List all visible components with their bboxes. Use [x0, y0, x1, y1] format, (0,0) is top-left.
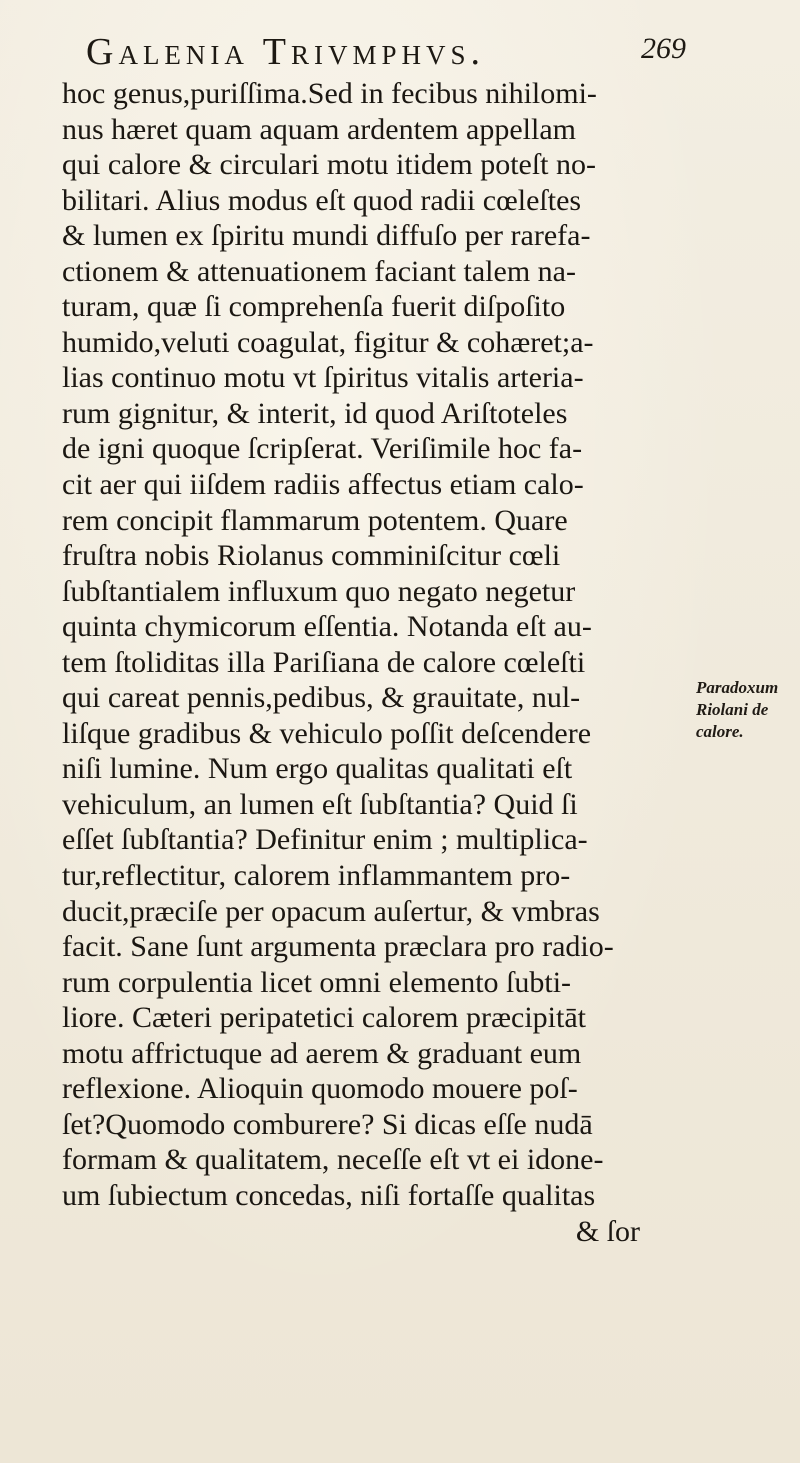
text-line: lias continuo motu vt ſpiritus vitalis arteria-	[62, 361, 584, 395]
text-line: turam, quæ ſi comprehenſa fuerit diſpoſito	[62, 290, 566, 324]
text-line: cit aer qui iiſdem radiis affectus etiam calo-	[62, 468, 584, 502]
running-title: Galenia Trivmphvs.	[86, 31, 485, 73]
body-text	[62, 76, 692, 1249]
text-line: qui careat pennis,pedibus, & grauitate, nul-	[62, 681, 581, 715]
text-line: liore. Cæteri peripatetici calorem præcipitāt	[62, 1001, 586, 1035]
text-line: rem concipit flammarum potentem. Quare	[62, 503, 568, 537]
text-line: qui calore & circulari motu itidem poteſt no-	[62, 148, 597, 182]
text-line: ſubſtantialem influxum quo negato negetur	[62, 574, 576, 608]
marginal-note-line: Paradoxum	[696, 678, 779, 697]
text-line: tem ſtoliditas illa Pariſiana de calore cœleſti	[62, 645, 586, 679]
text-line: eſſet ſubſtantia? Definitur enim ; multiplica-	[62, 823, 588, 857]
text-line: niſi lumine. Num ergo qualitas qualitati eſt	[62, 752, 573, 786]
marginal-note-line: calore.	[696, 722, 744, 741]
page-number: 269	[641, 32, 686, 65]
marginal-note	[696, 677, 800, 743]
text-line: quinta chymicorum eſſentia. Notanda eſt au-	[62, 610, 592, 644]
text-line: de igni quoque ſcripſerat. Veriſimile hoc fa-	[62, 432, 583, 466]
marginal-note-line: Riolani de	[696, 700, 769, 719]
text-line: hoc genus,puriſſima.Sed in fecibus nihilomi-	[62, 77, 597, 110]
text-line: um ſubiectum concedas, niſi fortaſſe qualitas	[62, 1178, 596, 1212]
text-line: liſque gradibus & vehiculo poſſit deſcendere	[62, 716, 592, 750]
text-line: reflexione. Alioquin quomodo mouere poſ-	[62, 1072, 578, 1106]
text-line: rum corpulentia licet omni elemento ſubti-	[62, 965, 572, 999]
text-line: humido,veluti coagulat, figitur & cohæret;a-	[62, 325, 594, 359]
text-line: ducit,præciſe per opacum auſertur, & vmbras	[62, 894, 600, 928]
text-line: ſet?Quomodo comburere? Si dicas eſſe nudā	[62, 1107, 593, 1141]
text-line: ctionem & attenuationem faciant talem na-	[62, 254, 576, 288]
catchword: & ſor	[575, 1214, 640, 1248]
text-line: bilitari. Alius modus eſt quod radii cœleſtes	[62, 183, 582, 217]
text-line: formam & qualitatem, neceſſe eſt vt ei idone-	[62, 1143, 604, 1177]
text-line: & lumen ex ſpiritu mundi diffuſo per rarefa-	[62, 219, 591, 253]
text-line: nus hæret quam aquam ardentem appellam	[62, 112, 576, 146]
text-line: rum gignitur, & interit, id quod Ariſtoteles	[62, 396, 568, 430]
text-line: vehiculum, an lumen eſt ſubſtantia? Quid ſi	[62, 787, 578, 821]
text-line: fruſtra nobis Riolanus comminiſcitur cœli	[62, 539, 561, 573]
text-line: facit. Sane ſunt argumenta præclara pro radio-	[62, 930, 614, 964]
running-head	[86, 30, 686, 78]
text-line: motu affrictuque ad aerem & graduant eum	[62, 1036, 582, 1070]
text-line: tur,reflectitur, calorem inflammantem pro-	[62, 859, 571, 893]
